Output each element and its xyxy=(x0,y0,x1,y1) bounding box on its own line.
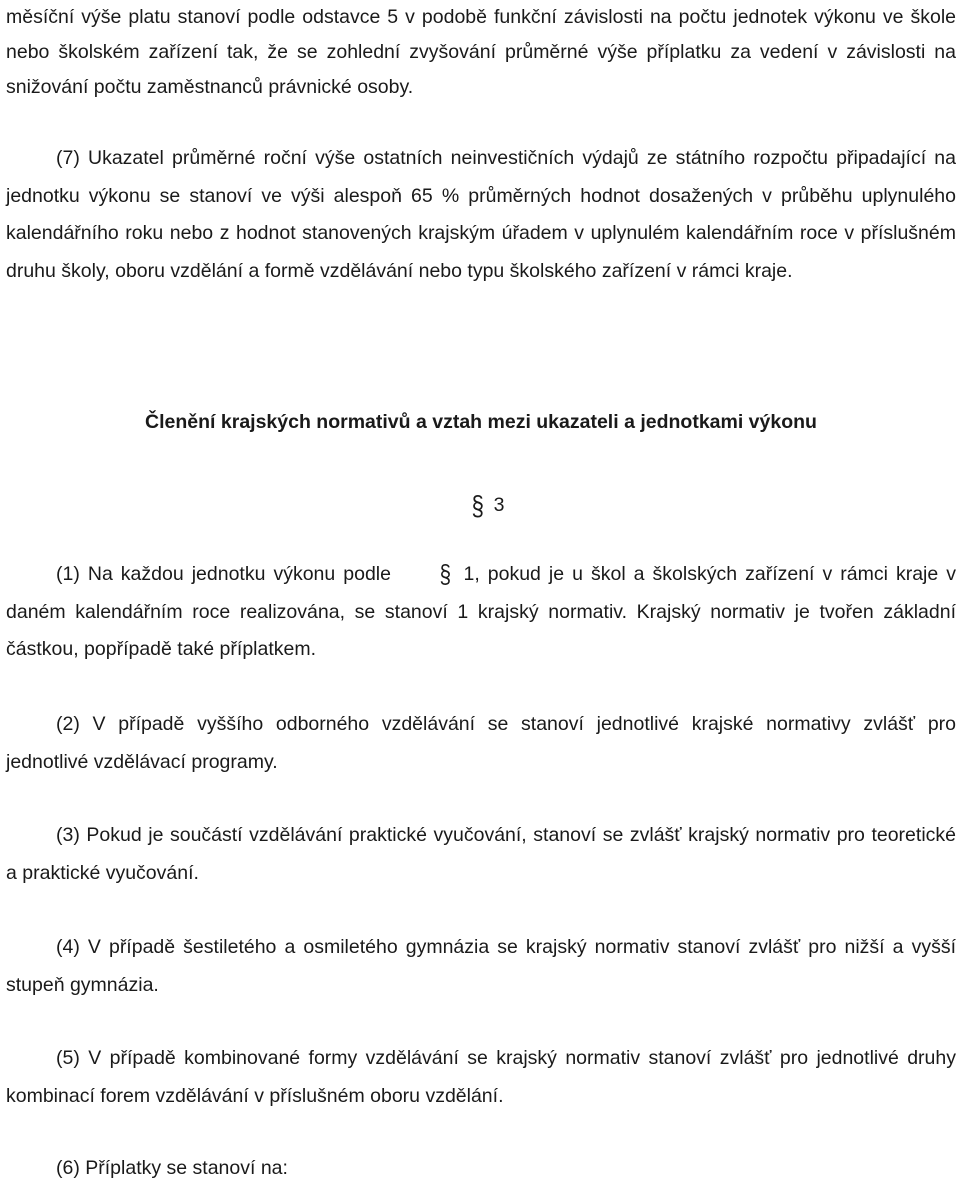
paragraph-1-rest: 1, pokud je u škol a školských zařízení v rámci kraje v daném kalendářním roce realizována, se stanoví 1 krajský normativ. Krajský normativ je tvořen základní částkou, popřípadě také příplatkem. xyxy=(6,563,956,660)
section-number-value: 3 xyxy=(493,494,505,516)
section-symbol: § xyxy=(471,490,485,521)
paragraph-4: (4) V případě šestiletého a osmiletého gymnázia se krajský normativ stanoví zvlášť pro nižší a vyšší stupeň gymnázia. xyxy=(6,936,956,996)
paragraph-7: (7) Ukazatel průměrné roční výše ostatních neinvestičních výdajů ze státního rozpočtu připadající na jednotku výkonu se stanoví ve výši alespoň 65 % průměrných hodnot dosažených v průběhu uplynulého kalendářního roku nebo z hodnot stanovených krajským úřadem v uplynulém kalendářním roce v příslušném druhu školy, oboru vzdělání a formě vzdělávání nebo typu školského zařízení v rámci kraje. xyxy=(6,147,956,282)
paragraph-1 xyxy=(6,556,956,669)
paragraph-6: (6) Příplatky se stanoví na: xyxy=(56,1157,288,1179)
paragraph-1-section-symbol: § xyxy=(439,559,452,589)
intro-paragraph: měsíční výše platu stanoví podle odstavce 5 v podobě funkční závislosti na počtu jednotek výkonu ve škole nebo školském zařízení tak, že se zohlední zvyšování průměrné výše příplatku za vedení v závislosti na snižování počtu zaměstnanců právnické osoby. xyxy=(6,6,956,98)
section-number xyxy=(470,487,530,524)
paragraph-2: (2) V případě vyššího odborného vzdělávání se stanoví jednotlivé krajské normativy zvlášť pro jednotlivé vzdělávací programy. xyxy=(6,713,956,773)
paragraph-5: (5) V případě kombinované formy vzdělávání se krajský normativ stanoví zvlášť pro jednotlivé druhy kombinací forem vzdělávání v příslušném oboru vzdělání. xyxy=(6,1047,956,1107)
paragraph-3: (3) Pokud je součástí vzdělávání praktické vyučování, stanoví se zvlášť krajský normativ pro teoretické a praktické vyučování. xyxy=(6,824,956,884)
section-heading: Členění krajských normativů a vztah mezi ukazateli a jednotkami výkonu xyxy=(145,411,817,433)
paragraph-1-start: (1) Na každou jednotku výkonu podle xyxy=(56,563,391,585)
